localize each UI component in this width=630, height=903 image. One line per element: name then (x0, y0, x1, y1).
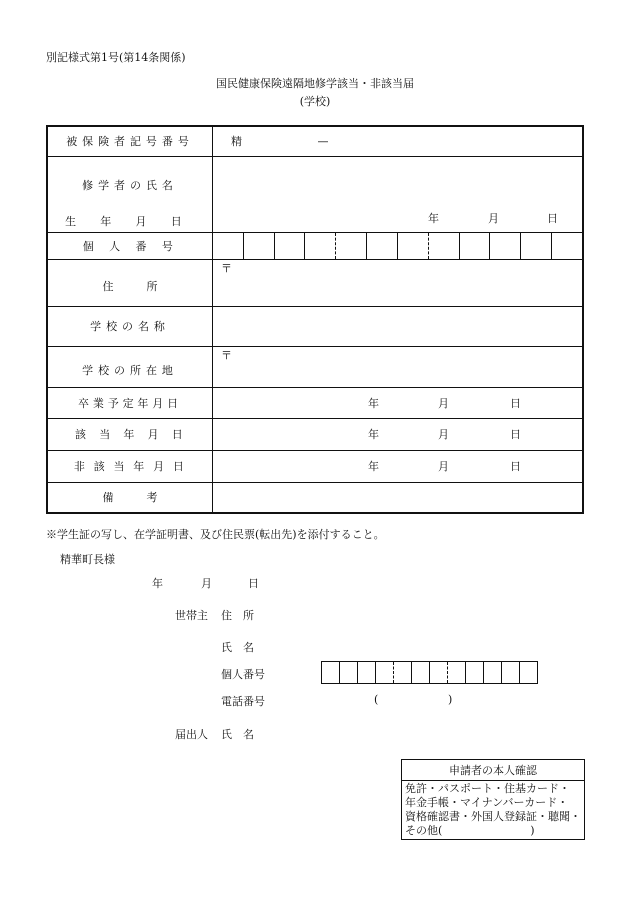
applicable-date-field[interactable] (213, 418, 584, 450)
graduation-year: 年 (368, 396, 379, 410)
student-name-field[interactable] (213, 156, 584, 232)
address-label: 住所 (47, 259, 213, 306)
insured-number-field[interactable] (213, 126, 584, 156)
phone-label: 電話番号 (221, 695, 265, 708)
graduation-month: 月 (438, 396, 449, 410)
graduation-date-label: 卒業予定年月日 (47, 387, 213, 418)
identity-confirmation-title: 申請者の本人確認 (402, 760, 584, 781)
householder-personal-number-label: 個人番号 (221, 668, 265, 681)
birth-date-label: 生年月日 (65, 214, 206, 228)
identity-confirmation-box (401, 759, 585, 840)
applicable-month: 月 (438, 428, 449, 441)
insured-number-prefix: 精 (231, 135, 242, 149)
school-postal-mark: 〒 (221, 348, 232, 362)
submission-day: 日 (248, 577, 259, 590)
identity-confirmation-line: 年金手帳・マイナンバーカード・ (405, 796, 569, 809)
form-subtitle: (学校) (299, 95, 331, 108)
applicable-date-label: 該当年月日 (47, 418, 213, 450)
birth-year: 年 (428, 211, 439, 225)
school-name-label: 学校の名称 (47, 306, 213, 346)
attachment-note: ※学生証の写し、在学証明書、及び住民票(転出先)を添付すること。 (46, 528, 385, 541)
insured-number-dash: — (317, 135, 329, 149)
phone-open-paren: ( (374, 693, 379, 706)
phone-close-paren: ) (448, 693, 453, 706)
addressee: 精華町長様 (60, 553, 115, 566)
householder-personal-number-boxes[interactable] (321, 661, 538, 684)
birth-month: 月 (488, 211, 499, 225)
form-title: 国民健康保険遠隔地修学該当・非該当届 (216, 77, 414, 90)
notifier-name-label: 氏名 (221, 728, 265, 741)
non-applicable-date-label: 非該当年月日 (47, 450, 213, 482)
personal-number-label: 個人番号 (47, 232, 213, 259)
notification-form (46, 125, 584, 514)
identity-confirmation-line: 資格確認書・外国人登録証・聴聞・ (405, 810, 581, 823)
address-field[interactable] (213, 259, 584, 306)
householder-label: 世帯主 (175, 609, 208, 622)
non-applicable-year: 年 (368, 460, 379, 473)
non-applicable-month: 月 (438, 460, 449, 473)
identity-confirmation-line: その他( ) (405, 824, 535, 837)
notifier-label: 届出人 (175, 728, 208, 741)
student-name-label: 修学者の氏名 (82, 178, 178, 192)
householder-name-label: 氏名 (221, 641, 265, 654)
remarks-label: 備考 (47, 482, 213, 513)
personal-number-field[interactable] (213, 232, 584, 259)
graduation-date-field[interactable] (213, 387, 584, 418)
non-applicable-day: 日 (510, 460, 521, 473)
birth-day: 日 (547, 211, 558, 225)
school-name-field[interactable] (213, 306, 584, 346)
remarks-field[interactable] (213, 482, 584, 513)
non-applicable-date-field[interactable] (213, 450, 584, 482)
submission-month: 月 (201, 577, 212, 590)
postal-mark: 〒 (221, 261, 232, 275)
school-address-label: 学校の所在地 (47, 346, 213, 387)
form-number: 別記様式第1号(第14条関係) (46, 51, 186, 64)
applicable-year: 年 (368, 428, 379, 441)
identity-confirmation-line: 免許・パスポート・住基カード・ (405, 782, 570, 795)
applicable-day: 日 (510, 428, 521, 441)
householder-address-label: 住所 (221, 609, 265, 622)
graduation-day: 日 (510, 396, 521, 410)
submission-year: 年 (152, 577, 163, 590)
insured-number-label: 被保険者記号番号 (47, 126, 213, 156)
school-address-field[interactable] (213, 346, 584, 387)
